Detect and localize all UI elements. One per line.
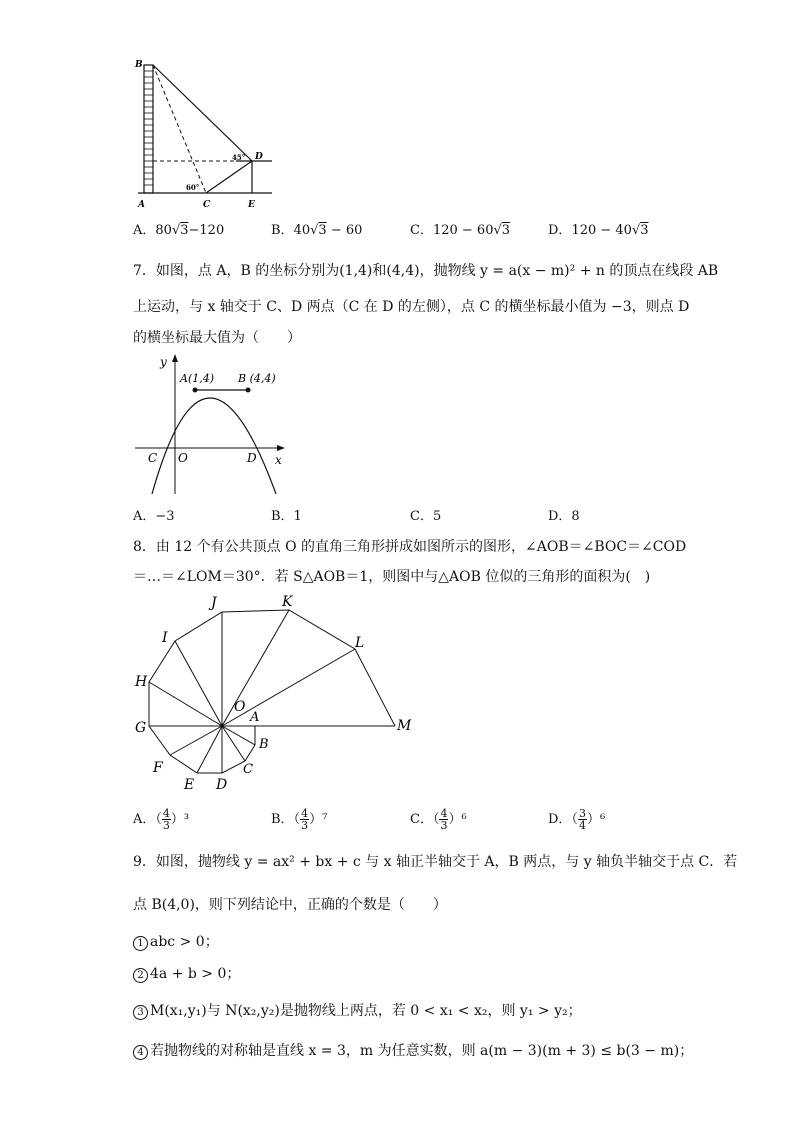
q9-item-3: 3 M(x₁,y₁)与 N(x₂,y₂)是抛物线上两点，若 0 < x₁ < x₂，则 y₁ > y₂； <box>133 1000 582 1020</box>
q9-item-2-mark: 2 <box>133 968 148 983</box>
q6-angle-45: 45° <box>232 153 246 162</box>
q8-label-k: K <box>282 594 293 610</box>
q8-label-g: G <box>135 720 147 736</box>
q8-option-d[interactable]: D．（ $\frac{3}{4}$ ）⁶ <box>548 807 606 832</box>
q7-line3: 的横坐标最大值为（ ） <box>133 330 301 346</box>
q9-item-1-mark: 1 <box>133 936 148 951</box>
q7-point-d-label: D <box>247 451 257 465</box>
q8-label-e: E <box>184 777 195 793</box>
q8-label-i: I <box>162 630 168 646</box>
q7-y-axis-label: y <box>160 355 167 369</box>
q7-line1: 7．如图，点 A，B 的坐标分别为(1,4)和(4,4)，抛物线 y = a(x − m)² + n 的顶点在线段 AB <box>133 263 719 279</box>
q6-label-c: C <box>203 200 211 210</box>
q6-figure <box>130 55 280 210</box>
q6-option-a[interactable]: A．80√3−120 <box>133 223 225 238</box>
q6-option-b[interactable]: B．40√3 − 60 <box>271 223 363 238</box>
q8-label-b: B <box>259 737 269 752</box>
q6-label-e: E <box>248 200 255 210</box>
q8-line1: 8．由 12 个有公共顶点 O 的直角三角形拼成如图所示的图形，∠AOB＝∠BOC＝∠COD <box>133 539 687 555</box>
q7-option-c[interactable]: C．5 <box>410 509 442 524</box>
q6-label-d: D <box>255 152 263 162</box>
q7-point-b-label: B (4,4) <box>238 372 276 385</box>
q8-label-o: O <box>234 699 246 715</box>
q8-label-j: J <box>211 595 217 611</box>
q6-option-c[interactable]: C．120 − 60√3 <box>410 223 511 238</box>
q8-option-a[interactable]: A．（ $\frac{4}{3}$ ）³ <box>133 807 190 832</box>
q7-option-a[interactable]: A．−3 <box>133 509 175 524</box>
q9-line2: 点 B(4,0)，则下列结论中，正确的个数是（ ） <box>133 897 447 913</box>
q8-label-a: A <box>250 710 260 725</box>
q7-option-d[interactable]: D．8 <box>548 509 580 524</box>
q7-x-axis-label: x <box>275 453 282 467</box>
q7-option-b[interactable]: B．1 <box>271 509 302 524</box>
q8-option-c[interactable]: C．（ $\frac{4}{3}$ ）⁶ <box>410 807 467 832</box>
q7-point-c-label: C <box>148 451 158 465</box>
q7-origin-label: O <box>178 451 188 465</box>
q8-label-f: F <box>153 760 163 776</box>
q9-item-4: 4 若抛物线的对称轴是直线 x = 3，m 为任意实数，则 a(m − 3)(m + 3) ≤ b(3 − m)； <box>133 1040 693 1060</box>
q8-label-l: L <box>355 635 365 651</box>
q8-figure <box>125 590 425 795</box>
q8-line2: ＝…＝∠LOM＝30°．若 S△AOB＝1，则图中与△AOB 位似的三角形的面积为( ) <box>133 569 651 585</box>
q8-label-h: H <box>135 674 148 690</box>
q6-label-a: A <box>138 200 145 210</box>
q6-label-b: B <box>135 60 143 70</box>
q7-line2: 上运动，与 x 轴交于 C、D 两点（C 在 D 的左侧），点 C 的横坐标最小值为 −3，则点 D <box>133 299 690 315</box>
q9-item-1: 1 abc > 0； <box>133 931 219 951</box>
q8-label-d: D <box>216 777 228 793</box>
q6-option-d[interactable]: D．120 − 40√3 <box>548 223 649 238</box>
q8-label-c: C <box>243 762 253 777</box>
q6-angle-60: 60° <box>186 183 200 192</box>
q8-option-b[interactable]: B．（ $\frac{4}{3}$ ）⁷ <box>271 807 328 832</box>
q9-item-4-mark: 4 <box>133 1045 148 1060</box>
q9-line1: 9．如图，抛物线 y = ax² + bx + c 与 x 轴正半轴交于 A，B 两点，与 y 轴负半轴交于点 C．若 <box>133 854 738 870</box>
q9-item-3-mark: 3 <box>133 1005 148 1020</box>
q8-label-m: M <box>397 718 412 734</box>
q7-figure <box>130 350 290 500</box>
q7-point-a-label: A(1,4) <box>180 372 215 385</box>
q9-item-2: 2 4a + b > 0； <box>133 963 240 983</box>
